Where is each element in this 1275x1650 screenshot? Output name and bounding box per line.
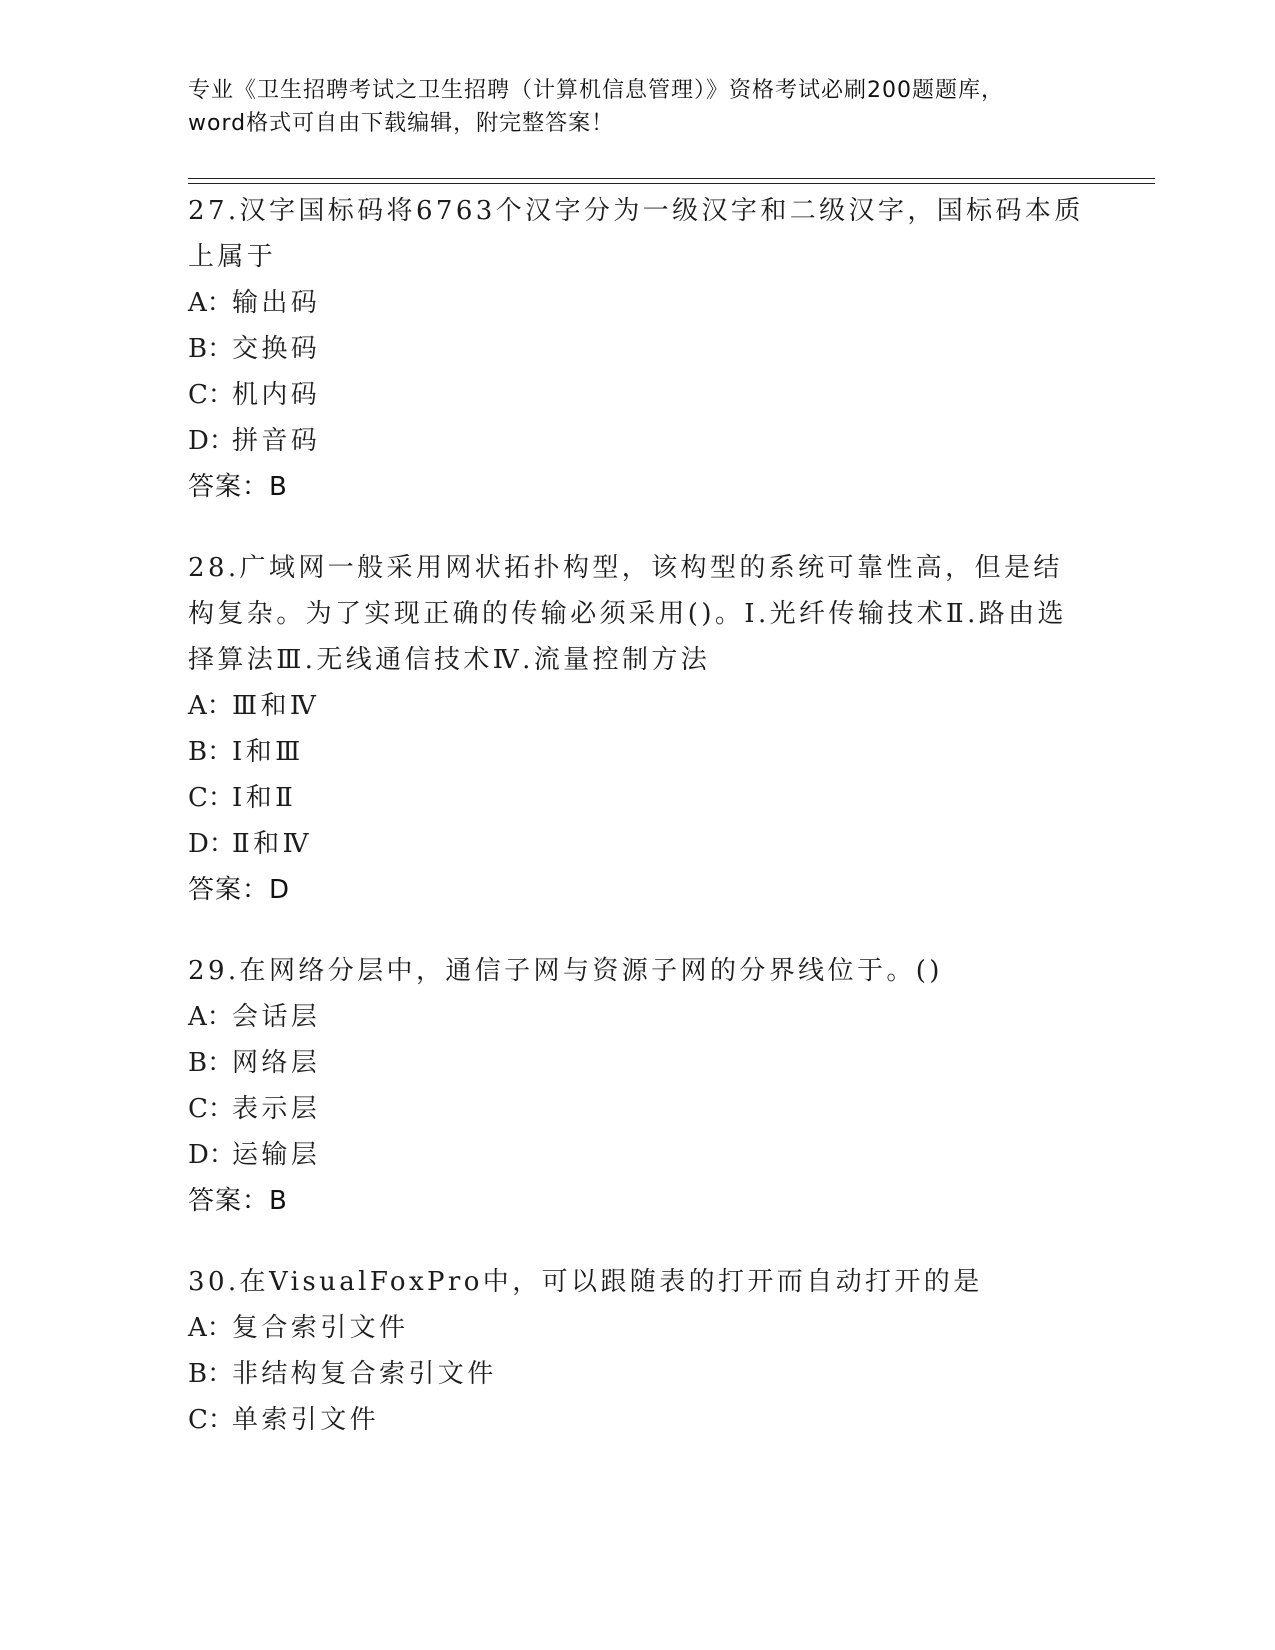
- option-label: C：: [188, 1405, 234, 1435]
- option-text: 输出码: [232, 288, 321, 318]
- option-label: A：: [188, 1313, 233, 1343]
- option-c: [188, 1086, 1088, 1132]
- header-divider-top: [188, 178, 1155, 179]
- answer-text: 答案：B: [188, 472, 288, 502]
- option-label: A：: [188, 1002, 233, 1032]
- question-stem: 27.汉字国标码将6763个汉字分为一级汉字和二级汉字，国标码本质上属于: [188, 196, 1084, 272]
- option-text: 复合索引文件: [232, 1313, 409, 1343]
- question-list: [188, 188, 1088, 1478]
- option-c: [188, 1397, 1088, 1443]
- option-text: Ⅲ和Ⅳ: [232, 691, 320, 721]
- option-d: [188, 418, 1088, 464]
- option-label: D：: [188, 426, 235, 456]
- answer-text: 答案：D: [188, 875, 291, 905]
- document-header: [188, 74, 1088, 140]
- option-label: A：: [188, 288, 233, 318]
- option-label: B：: [188, 1359, 234, 1389]
- option-label: D：: [188, 1140, 235, 1170]
- header-divider-bottom: [188, 183, 1155, 184]
- question-27: [188, 188, 1088, 510]
- option-text: Ⅰ和Ⅱ: [232, 783, 297, 813]
- option-d: [188, 1132, 1088, 1178]
- option-b: [188, 1040, 1088, 1086]
- answer-text: 答案：B: [188, 1186, 288, 1216]
- option-text: 运输层: [232, 1140, 321, 1170]
- option-a: [188, 1305, 1088, 1351]
- option-text: 网络层: [232, 1048, 321, 1078]
- option-label: B：: [188, 737, 234, 767]
- option-c: [188, 775, 1088, 821]
- option-c: [188, 372, 1088, 418]
- option-text: Ⅱ和Ⅳ: [232, 829, 312, 859]
- option-text: 非结构复合索引文件: [232, 1359, 497, 1389]
- option-text: 会话层: [232, 1002, 321, 1032]
- option-text: 单索引文件: [232, 1405, 380, 1435]
- option-text: 拼音码: [232, 426, 321, 456]
- header-line-2: word格式可自由下载编辑，附完整答案！: [188, 111, 615, 136]
- option-b: [188, 326, 1088, 372]
- option-label: B：: [188, 1048, 234, 1078]
- question-stem: 28.广域网一般采用网状拓扑构型，该构型的系统可靠性高，但是结构复杂。为了实现正确的传输必须采用()。Ⅰ.光纤传输技术Ⅱ.路由选择算法Ⅲ.无线通信技术Ⅳ.流量控制方法: [188, 553, 1067, 675]
- option-label: C：: [188, 783, 234, 813]
- question-28: [188, 545, 1088, 913]
- option-b: [188, 1351, 1088, 1397]
- option-label: C：: [188, 1094, 234, 1124]
- question-30: [188, 1259, 1088, 1443]
- question-stem: 30.在VisualFoxPro中，可以跟随表的打开而自动打开的是: [188, 1267, 983, 1297]
- option-a: [188, 280, 1088, 326]
- option-d: [188, 821, 1088, 867]
- option-label: A：: [188, 691, 233, 721]
- question-stem: 29.在网络分层中，通信子网与资源子网的分界线位于。(): [188, 956, 943, 986]
- option-label: B：: [188, 334, 234, 364]
- header-line-1: 专业《卫生招聘考试之卫生招聘（计算机信息管理）》资格考试必刷200题题库，: [188, 78, 1004, 103]
- option-label: C：: [188, 380, 234, 410]
- option-a: [188, 683, 1088, 729]
- option-text: Ⅰ和Ⅲ: [232, 737, 304, 767]
- option-text: 机内码: [232, 380, 321, 410]
- option-a: [188, 994, 1088, 1040]
- option-text: 表示层: [232, 1094, 321, 1124]
- option-text: 交换码: [232, 334, 321, 364]
- question-29: [188, 948, 1088, 1224]
- option-b: [188, 729, 1088, 775]
- option-label: D：: [188, 829, 235, 859]
